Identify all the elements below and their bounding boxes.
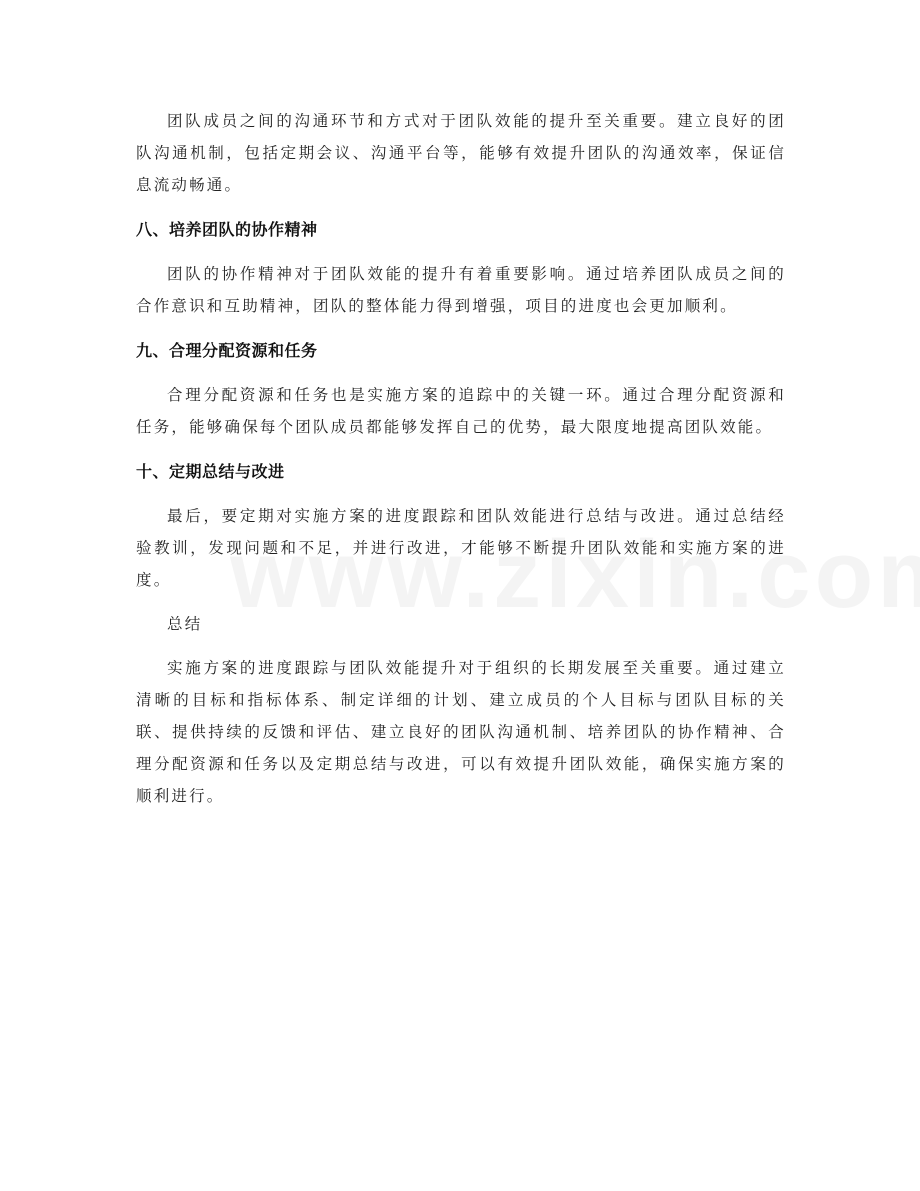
section-9-paragraph: 合理分配资源和任务也是实施方案的追踪中的关键一环。通过合理分配资源和任务，能够确保每个团队成员都能够发挥自己的优势，最大限度地提高团队效能。 [136, 386, 786, 436]
document-body [136, 105, 786, 812]
section-8-heading: 八、培养团队的协作精神 [136, 220, 318, 239]
summary-label: 总结 [167, 615, 203, 633]
section-7-paragraph: 团队成员之间的沟通环节和方式对于团队效能的提升至关重要。建立良好的团队沟通机制，包括定期会议、沟通平台等，能够有效提升团队的沟通效率，保证信息流动畅通。 [136, 112, 786, 194]
summary-paragraph: 实施方案的进度跟踪与团队效能提升对于组织的长期发展至关重要。通过建立清晰的目标和指标体系、制定详细的计划、建立成员的个人目标与团队目标的关联、提供持续的反馈和评估、建立良好的团队沟通机制、培养团队的协作精神、合理分配资源和任务以及定期总结与改进，可以有效提升团队效能，确保实施方案的顺利进行。 [136, 659, 786, 805]
section-8-paragraph: 团队的协作精神对于团队效能的提升有着重要影响。通过培养团队成员之间的合作意识和互助精神，团队的整体能力得到增强，项目的进度也会更加顺利。 [136, 265, 786, 315]
section-10-heading: 十、定期总结与改进 [136, 462, 285, 481]
section-10-paragraph: 最后，要定期对实施方案的进度跟踪和团队效能进行总结与改进。通过总结经验教训，发现问题和不足，并进行改进，才能够不断提升团队效能和实施方案的进度。 [136, 507, 786, 589]
section-9-heading: 九、合理分配资源和任务 [136, 341, 318, 360]
